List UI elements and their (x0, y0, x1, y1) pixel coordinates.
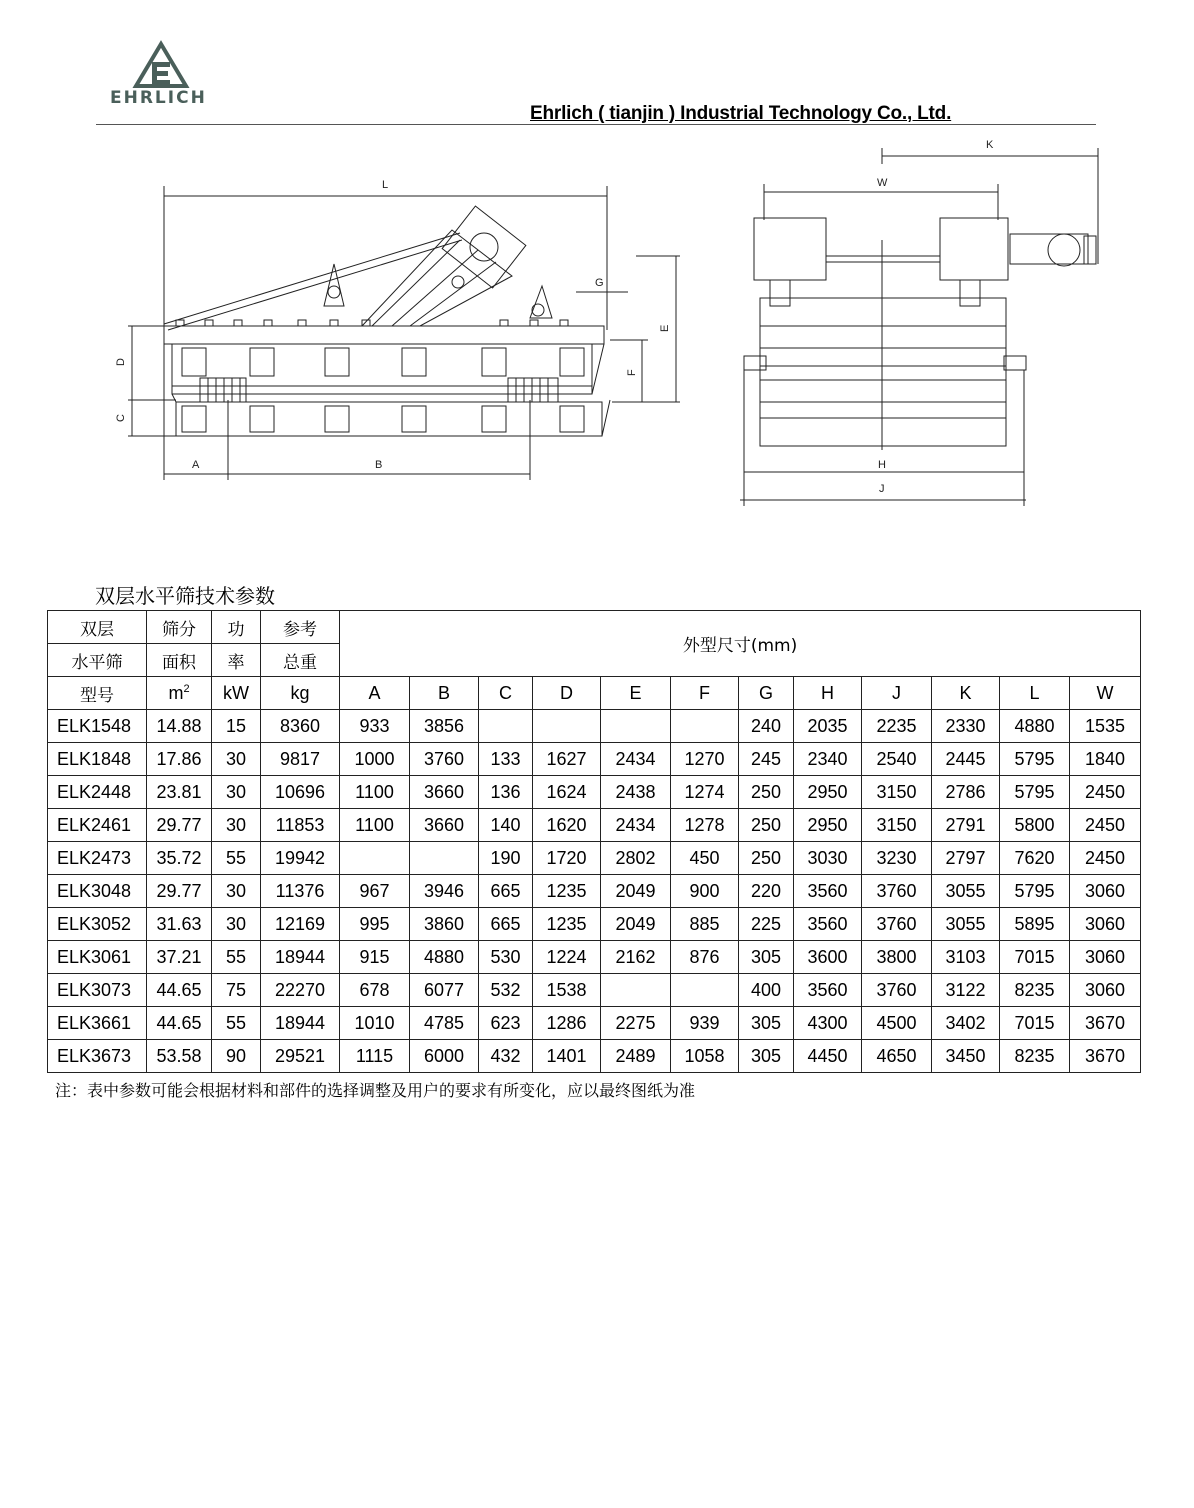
value-cell: 30 (212, 809, 261, 842)
value-cell: 5795 (1000, 875, 1070, 908)
value-cell: 1401 (533, 1040, 601, 1073)
value-cell: 2791 (932, 809, 1000, 842)
value-cell: 1100 (340, 776, 410, 809)
model-cell: ELK3061 (48, 941, 147, 974)
table-row (48, 875, 1141, 908)
value-cell: 1538 (533, 974, 601, 1007)
value-cell: 30 (212, 743, 261, 776)
value-cell: 4650 (862, 1040, 932, 1073)
value-cell: 2450 (1070, 776, 1141, 809)
value-cell: 1278 (671, 809, 739, 842)
value-cell: 3060 (1070, 875, 1141, 908)
value-cell: 2162 (601, 941, 671, 974)
value-cell: 2950 (794, 809, 862, 842)
model-cell: ELK2461 (48, 809, 147, 842)
value-cell: 55 (212, 941, 261, 974)
value-cell: 915 (340, 941, 410, 974)
value-cell: 3060 (1070, 941, 1141, 974)
table-row (48, 1040, 1141, 1073)
value-cell: 1100 (340, 809, 410, 842)
value-cell: 7015 (1000, 1007, 1070, 1040)
dim-label-C: C (115, 414, 127, 422)
value-cell (671, 710, 739, 743)
value-cell: 4300 (794, 1007, 862, 1040)
header-power-l1: 功 (212, 611, 261, 644)
model-cell: ELK3073 (48, 974, 147, 1007)
value-cell (479, 710, 533, 743)
value-cell: 7620 (1000, 842, 1070, 875)
value-cell (601, 974, 671, 1007)
value-cell: 3030 (794, 842, 862, 875)
value-cell: 3560 (794, 974, 862, 1007)
value-cell: 5795 (1000, 743, 1070, 776)
value-cell: 2450 (1070, 809, 1141, 842)
side-view (128, 186, 680, 480)
header-row-1 (48, 611, 1141, 644)
value-cell: 245 (739, 743, 794, 776)
value-cell: 450 (671, 842, 739, 875)
header-dim-E: E (601, 677, 671, 710)
spec-table-body (48, 710, 1141, 1073)
value-cell (671, 974, 739, 1007)
header-model-l2: 水平筛 (48, 644, 147, 677)
value-cell: 623 (479, 1007, 533, 1040)
header-dim-J: J (862, 677, 932, 710)
model-cell: ELK2473 (48, 842, 147, 875)
value-cell: 29521 (261, 1040, 340, 1073)
value-cell: 31.63 (147, 908, 212, 941)
value-cell: 967 (340, 875, 410, 908)
value-cell: 305 (739, 1040, 794, 1073)
value-cell: 1720 (533, 842, 601, 875)
value-cell: 5895 (1000, 908, 1070, 941)
value-cell: 933 (340, 710, 410, 743)
value-cell: 1840 (1070, 743, 1141, 776)
value-cell: 530 (479, 941, 533, 974)
value-cell: 17.86 (147, 743, 212, 776)
dim-label-W: W (877, 177, 888, 189)
header-dimensions: 外型尺寸(mm) (340, 611, 1141, 677)
value-cell: 1624 (533, 776, 601, 809)
value-cell: 23.81 (147, 776, 212, 809)
value-cell: 1274 (671, 776, 739, 809)
dim-label-J: J (879, 483, 885, 495)
header-model-l3: 型号 (48, 677, 147, 710)
value-cell: 2275 (601, 1007, 671, 1040)
dim-label-A: A (192, 459, 200, 471)
header-dim-A: A (340, 677, 410, 710)
model-cell: ELK3673 (48, 1040, 147, 1073)
spec-table (47, 610, 1141, 1073)
value-cell: 3402 (932, 1007, 1000, 1040)
model-cell: ELK2448 (48, 776, 147, 809)
value-cell: 136 (479, 776, 533, 809)
model-cell: ELK3052 (48, 908, 147, 941)
dim-label-H: H (878, 459, 886, 471)
header-area-unit: $m^2$ (147, 677, 212, 710)
value-cell: 3450 (932, 1040, 1000, 1073)
header-area-l2: 面积 (147, 644, 212, 677)
value-cell: 3760 (862, 974, 932, 1007)
dim-label-D: D (115, 358, 127, 366)
value-cell: 1115 (340, 1040, 410, 1073)
value-cell: 10696 (261, 776, 340, 809)
value-cell: 55 (212, 1007, 261, 1040)
value-cell: 900 (671, 875, 739, 908)
value-cell: 250 (739, 842, 794, 875)
dim-label-L: L (382, 179, 389, 191)
dim-label-B: B (375, 459, 383, 471)
value-cell: 2786 (932, 776, 1000, 809)
value-cell: 305 (739, 941, 794, 974)
value-cell: 140 (479, 809, 533, 842)
table-row (48, 1007, 1141, 1040)
value-cell (410, 842, 479, 875)
value-cell: 2049 (601, 908, 671, 941)
value-cell: 55 (212, 842, 261, 875)
value-cell: 3560 (794, 875, 862, 908)
value-cell (533, 710, 601, 743)
value-cell: 35.72 (147, 842, 212, 875)
table-row (48, 842, 1141, 875)
header-dim-B: B (410, 677, 479, 710)
value-cell: 1620 (533, 809, 601, 842)
value-cell: 44.65 (147, 974, 212, 1007)
value-cell: 1058 (671, 1040, 739, 1073)
value-cell: 5795 (1000, 776, 1070, 809)
value-cell: 6077 (410, 974, 479, 1007)
value-cell: 190 (479, 842, 533, 875)
value-cell: 4450 (794, 1040, 862, 1073)
value-cell: 2434 (601, 743, 671, 776)
value-cell: 400 (739, 974, 794, 1007)
value-cell: 6000 (410, 1040, 479, 1073)
value-cell: 2540 (862, 743, 932, 776)
value-cell: 1286 (533, 1007, 601, 1040)
value-cell: 11853 (261, 809, 340, 842)
value-cell: 3660 (410, 776, 479, 809)
value-cell: 2049 (601, 875, 671, 908)
value-cell: 4880 (410, 941, 479, 974)
screen-technical-drawing (0, 130, 1194, 520)
value-cell: 5800 (1000, 809, 1070, 842)
value-cell: 2445 (932, 743, 1000, 776)
value-cell: 2797 (932, 842, 1000, 875)
dim-label-K: K (986, 139, 994, 151)
value-cell (601, 710, 671, 743)
value-cell: 3856 (410, 710, 479, 743)
value-cell: 14.88 (147, 710, 212, 743)
value-cell: 665 (479, 875, 533, 908)
value-cell: 1535 (1070, 710, 1141, 743)
value-cell: 3122 (932, 974, 1000, 1007)
value-cell: 995 (340, 908, 410, 941)
table-row (48, 941, 1141, 974)
header-dim-L: L (1000, 677, 1070, 710)
value-cell: 29.77 (147, 809, 212, 842)
value-cell: 2489 (601, 1040, 671, 1073)
value-cell: 3150 (862, 809, 932, 842)
value-cell: 3103 (932, 941, 1000, 974)
value-cell: 4880 (1000, 710, 1070, 743)
header-dim-K: K (932, 677, 1000, 710)
value-cell: 7015 (1000, 941, 1070, 974)
value-cell: 665 (479, 908, 533, 941)
value-cell: 3800 (862, 941, 932, 974)
value-cell: 3760 (862, 875, 932, 908)
value-cell: 532 (479, 974, 533, 1007)
model-cell: ELK3048 (48, 875, 147, 908)
value-cell: 3560 (794, 908, 862, 941)
header-power-l2: 率 (212, 644, 261, 677)
value-cell: 2330 (932, 710, 1000, 743)
value-cell: 19942 (261, 842, 340, 875)
value-cell: 2035 (794, 710, 862, 743)
header-dim-C: C (479, 677, 533, 710)
value-cell: 12169 (261, 908, 340, 941)
value-cell: 1235 (533, 875, 601, 908)
value-cell: 1627 (533, 743, 601, 776)
header-dim-H: H (794, 677, 862, 710)
value-cell: 1224 (533, 941, 601, 974)
front-view (740, 148, 1098, 506)
header-weight-unit: kg (261, 677, 340, 710)
value-cell: 3060 (1070, 974, 1141, 1007)
table-row (48, 743, 1141, 776)
header-weight-l1: 参考 (261, 611, 340, 644)
header-dim-G: G (739, 677, 794, 710)
model-cell: ELK1548 (48, 710, 147, 743)
value-cell: 3760 (862, 908, 932, 941)
value-cell: 30 (212, 776, 261, 809)
value-cell: 3600 (794, 941, 862, 974)
table-title: 双层水平筛技术参数 (95, 584, 275, 608)
value-cell: 3055 (932, 875, 1000, 908)
value-cell: 30 (212, 908, 261, 941)
header-row-3 (48, 677, 1141, 710)
value-cell: 75 (212, 974, 261, 1007)
header-model-l1: 双层 (48, 611, 147, 644)
value-cell: 3760 (410, 743, 479, 776)
dim-label-G: G (595, 277, 604, 289)
value-cell (340, 842, 410, 875)
model-cell: ELK3661 (48, 1007, 147, 1040)
value-cell: 3670 (1070, 1007, 1141, 1040)
value-cell: 2434 (601, 809, 671, 842)
value-cell: 305 (739, 1007, 794, 1040)
value-cell: 3230 (862, 842, 932, 875)
value-cell: 3060 (1070, 908, 1141, 941)
value-cell: 225 (739, 908, 794, 941)
value-cell: 53.58 (147, 1040, 212, 1073)
value-cell: 2950 (794, 776, 862, 809)
header-area-l1: 筛分 (147, 611, 212, 644)
value-cell: 18944 (261, 941, 340, 974)
header-dim-F: F (671, 677, 739, 710)
value-cell: 9817 (261, 743, 340, 776)
value-cell: 3055 (932, 908, 1000, 941)
header-dim-W: W (1070, 677, 1141, 710)
value-cell: 1270 (671, 743, 739, 776)
table-row (48, 776, 1141, 809)
value-cell: 2450 (1070, 842, 1141, 875)
value-cell: 4500 (862, 1007, 932, 1040)
table-row (48, 908, 1141, 941)
value-cell: 3670 (1070, 1040, 1141, 1073)
value-cell: 3660 (410, 809, 479, 842)
value-cell: 220 (739, 875, 794, 908)
value-cell: 1000 (340, 743, 410, 776)
model-cell: ELK1848 (48, 743, 147, 776)
header-dim-D: D (533, 677, 601, 710)
value-cell: 885 (671, 908, 739, 941)
value-cell: 939 (671, 1007, 739, 1040)
value-cell: 4785 (410, 1007, 479, 1040)
value-cell: 29.77 (147, 875, 212, 908)
value-cell: 2802 (601, 842, 671, 875)
table-row (48, 710, 1141, 743)
value-cell: 37.21 (147, 941, 212, 974)
value-cell: 250 (739, 776, 794, 809)
value-cell: 250 (739, 809, 794, 842)
value-cell: 1235 (533, 908, 601, 941)
value-cell: 2235 (862, 710, 932, 743)
table-row (48, 974, 1141, 1007)
value-cell: 44.65 (147, 1007, 212, 1040)
value-cell: 432 (479, 1040, 533, 1073)
value-cell: 240 (739, 710, 794, 743)
value-cell: 30 (212, 875, 261, 908)
value-cell: 18944 (261, 1007, 340, 1040)
value-cell: 3860 (410, 908, 479, 941)
value-cell: 2438 (601, 776, 671, 809)
value-cell: 22270 (261, 974, 340, 1007)
dim-label-E: E (659, 324, 671, 332)
value-cell: 678 (340, 974, 410, 1007)
value-cell: 1010 (340, 1007, 410, 1040)
footnote: 注：表中参数可能会根据材料和部件的选择调整及用户的要求有所变化，应以最终图纸为准 (55, 1081, 696, 1100)
value-cell: 876 (671, 941, 739, 974)
header-power-unit: kW (212, 677, 261, 710)
header-weight-l2: 总重 (261, 644, 340, 677)
value-cell: 2340 (794, 743, 862, 776)
logo-text: EHRLICH (110, 88, 207, 108)
value-cell: 90 (212, 1040, 261, 1073)
table-row (48, 809, 1141, 842)
value-cell: 11376 (261, 875, 340, 908)
value-cell: 3946 (410, 875, 479, 908)
value-cell: 133 (479, 743, 533, 776)
header-divider (96, 124, 1096, 125)
value-cell: 8235 (1000, 1040, 1070, 1073)
value-cell: 3150 (862, 776, 932, 809)
value-cell: 8360 (261, 710, 340, 743)
value-cell: 15 (212, 710, 261, 743)
company-name: Ehrlich ( tianjin ) Industrial Technology Co., Ltd. (530, 103, 952, 124)
value-cell: 8235 (1000, 974, 1070, 1007)
dim-label-F: F (626, 369, 638, 376)
